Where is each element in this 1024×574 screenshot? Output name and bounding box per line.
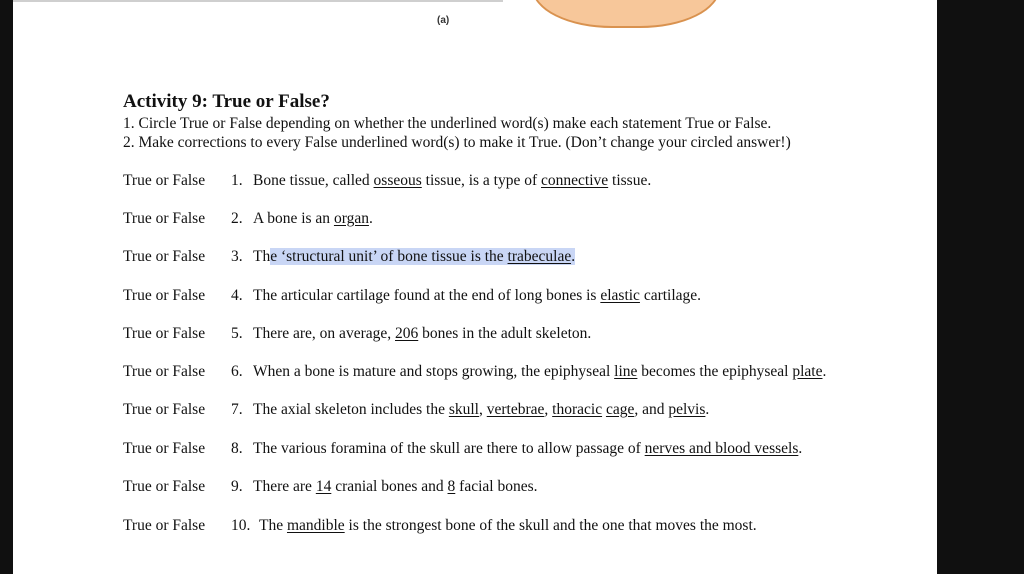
question-number: 5.	[231, 325, 243, 342]
statement-text: There are, on average,	[253, 325, 395, 342]
true-or-false-choice[interactable]: True or False	[123, 440, 206, 457]
statement-text: When a bone is mature and stops growing, the epiphyseal	[253, 363, 615, 380]
statement-text: facial bones.	[455, 478, 538, 495]
statement-text: Bone tissue, called	[253, 172, 374, 189]
question-statement	[259, 517, 757, 535]
underlined-term: line	[614, 363, 638, 380]
statement-text: .	[822, 363, 827, 380]
underlined-term: mandible	[286, 517, 345, 534]
question-statement	[253, 325, 591, 343]
underlined-term: pelvis	[668, 401, 706, 418]
question-statement	[253, 440, 802, 458]
question-statement	[253, 363, 826, 381]
figure-caption: (a)	[437, 15, 450, 26]
true-or-false-choice[interactable]: True or False	[123, 478, 206, 495]
underlined-term: 14	[315, 478, 332, 495]
instruction-1: 1. Circle True or False depending on whether the underlined word(s) make each statement True or False.	[123, 115, 772, 132]
question-number: 6.	[231, 363, 243, 380]
statement-text: , and	[634, 401, 669, 418]
question-statement	[253, 248, 575, 266]
statement-text: The axial skeleton includes the	[253, 401, 449, 418]
activity-title: Activity 9: True or False?	[123, 91, 330, 112]
question-number: 4.	[231, 287, 243, 304]
statement-text: ,	[544, 401, 553, 418]
underlined-term: plate	[792, 363, 823, 380]
question-number: 8.	[231, 440, 243, 457]
statement-text: e ‘structural unit’ of bone tissue is the	[270, 248, 508, 265]
underlined-term: trabeculae	[507, 248, 572, 265]
question-number: 9.	[231, 478, 243, 495]
statement-text: .	[571, 248, 576, 265]
true-or-false-choice[interactable]: True or False	[123, 210, 206, 227]
underlined-term: thoracic	[552, 401, 603, 418]
question-statement	[253, 478, 537, 496]
statement-text: The articular cartilage found at the end of long bones is	[253, 287, 601, 304]
true-or-false-choice[interactable]: True or False	[123, 363, 206, 380]
statement-text: cranial bones and	[331, 478, 448, 495]
question-number: 10.	[231, 517, 251, 534]
statement-text: .	[798, 440, 803, 457]
question-statement	[253, 287, 701, 305]
question-number: 7.	[231, 401, 243, 418]
statement-text: cartilage.	[639, 287, 702, 304]
underlined-term: organ	[333, 210, 369, 227]
question-statement	[253, 401, 709, 419]
true-or-false-choice[interactable]: True or False	[123, 401, 206, 418]
statement-text: .	[368, 210, 373, 227]
true-or-false-choice[interactable]: True or False	[123, 172, 206, 189]
underlined-term: elastic	[600, 287, 640, 304]
statement-text: There are	[253, 478, 316, 495]
statement-text: is the strongest bone of the skull and the one that moves the most.	[344, 517, 757, 534]
underlined-term: 8	[447, 478, 456, 495]
left-border	[0, 0, 13, 574]
underlined-term: nerves and blood vessels	[644, 440, 799, 457]
statement-text: bones in the adult skeleton.	[418, 325, 592, 342]
instruction-2: 2. Make corrections to every False underlined word(s) to make it True. (Don’t change your circled answer!)	[123, 134, 791, 151]
figure-illustration	[532, 0, 720, 28]
statement-text: tissue.	[608, 172, 652, 189]
right-border	[937, 0, 1024, 574]
statement-text: The various foramina of the skull are there to allow passage of	[253, 440, 645, 457]
top-rule	[13, 0, 503, 2]
true-or-false-choice[interactable]: True or False	[123, 248, 206, 265]
underlined-term: vertebrae	[486, 401, 545, 418]
statement-text: ,	[479, 401, 487, 418]
question-number: 3.	[231, 248, 243, 265]
statement-text: The	[259, 517, 287, 534]
statement-text: becomes the epiphyseal	[637, 363, 793, 380]
question-number: 1.	[231, 172, 243, 189]
underlined-term: connective	[541, 172, 609, 189]
question-number: 2.	[231, 210, 243, 227]
underlined-term: osseous	[373, 172, 422, 189]
statement-text: Th	[253, 248, 271, 265]
underlined-term: cage	[605, 401, 635, 418]
underlined-term: 206	[395, 325, 419, 342]
statement-text: .	[705, 401, 710, 418]
underlined-term: skull	[448, 401, 479, 418]
statement-text: tissue, is a type of	[421, 172, 542, 189]
true-or-false-choice[interactable]: True or False	[123, 517, 206, 534]
question-statement	[253, 210, 373, 228]
true-or-false-choice[interactable]: True or False	[123, 287, 206, 304]
true-or-false-choice[interactable]: True or False	[123, 325, 206, 342]
statement-text: A bone is an	[253, 210, 334, 227]
question-statement	[253, 172, 651, 190]
